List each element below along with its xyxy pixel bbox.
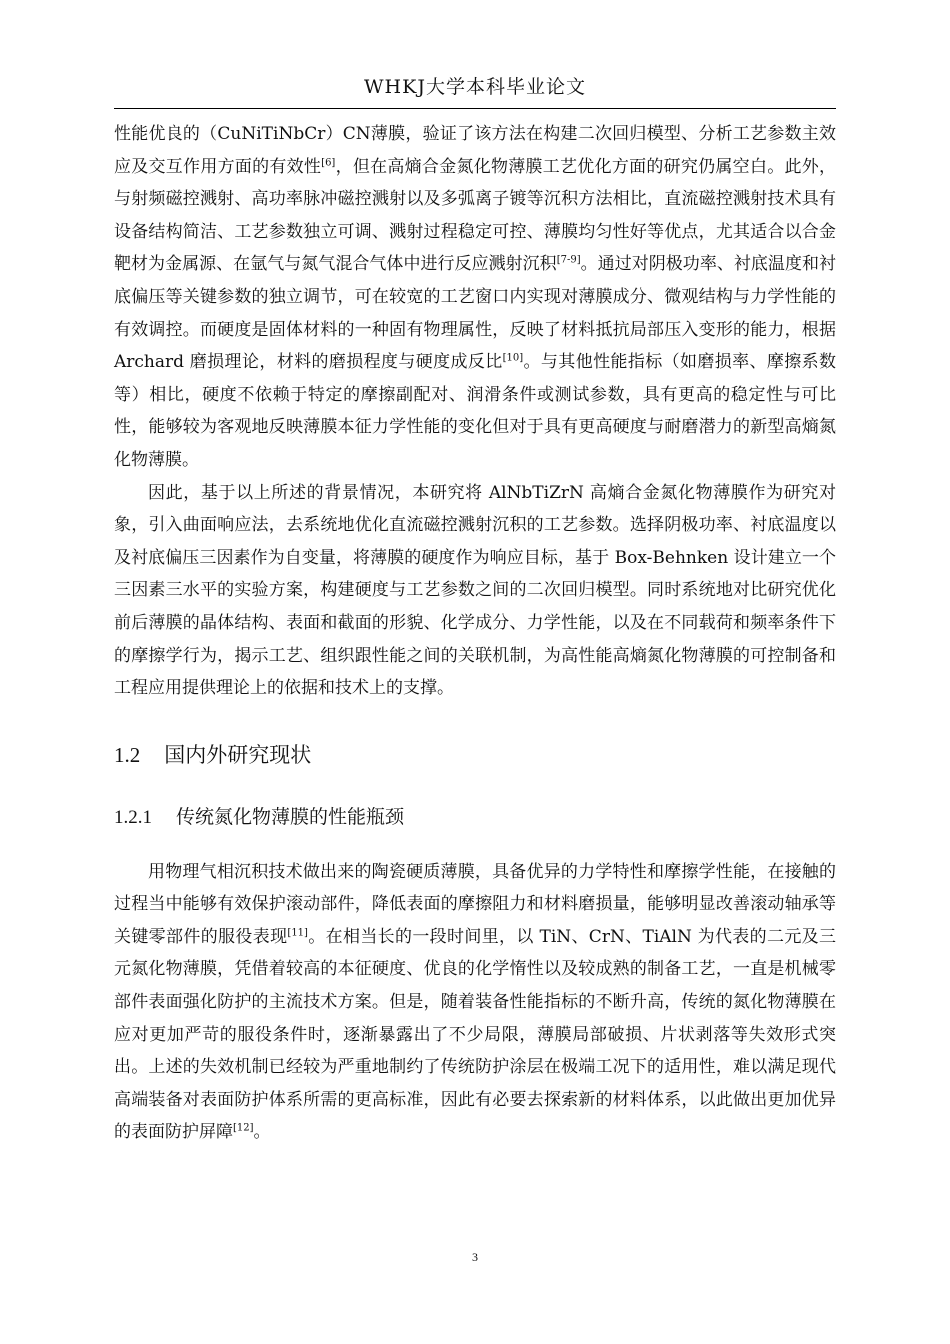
paragraph-1-text-b: ，但在高熵合金氮化物薄膜工艺优化方面的研究仍属空白。此外，与射频磁控溅射、高功率脉冲磁控溅射以及多弧离子镀等沉积方法相比，直流磁控溅射技术具有设备结构简洁、工艺参数独立可调、溅射过程稳定可控、薄膜均匀性好等优点，尤其适合以合金靶材为金属源、在氩气与氮气混合气体中进行反应溅射沉积 (114, 156, 837, 275)
citation-11: [11] (287, 927, 308, 939)
page-number: 3 (472, 1250, 478, 1264)
header-rule (114, 108, 836, 109)
section-number: 1.2 (114, 742, 141, 767)
subsection-title: 传统氮化物薄膜的性能瓶颈 (176, 805, 405, 828)
section-heading-1-2 (114, 735, 836, 775)
subsection-number: 1.2.1 (114, 806, 152, 828)
paragraph-1 (114, 118, 836, 477)
paragraph-1-text-d: 。与其他性能指标（如磨损率、摩擦系数等）相比，硬度不依赖于特定的摩擦副配对、润滑条件或测试参数，具有更高的稳定性与可比性，能够较为客观地反映薄膜本征力学性能的变化但对于具有更高硬度与耐磨潜力的新型高熵氮化物薄膜。 (114, 352, 837, 470)
paragraph-2: 因此，基于以上所述的背景情况，本研究将 AlNbTiZrN 高熵合金氮化物薄膜作为研究对象，引入曲面响应法，去系统地优化直流磁控溅射沉积的工艺参数。选择阴极功率、衬底温度以及衬底偏压三因素作为自变量，将薄膜的硬度作为响应目标，基于 Box-Behnken 设计建立一个三因素三水平的实验方案，构建硬度与工艺参数之间的二次回归模型。同时系统地对比研究优化前后薄膜的晶体结构、表面和截面的形貌、化学成分、力学性能，以及在不同载荷和频率条件下的摩擦学行为，揭示工艺、组织跟性能之间的关联机制，为高性能高熵氮化物薄膜的可控制备和工程应用提供理论上的依据和技术上的支撑。 (114, 482, 836, 699)
paragraph-3 (114, 856, 836, 1149)
paragraph-1-text-c: 。通过对阴极功率、衬底温度和衬底偏压等关键参数的独立调节，可在较宽的工艺窗口内实现对薄膜成分、微观结构与力学性能的有效调控。而硬度是固体材料的一种固有物理属性，反映了材料抵抗局部压入变形的能力，根据 Archard 磨损理论，材料的磨损程度与硬度成反比 (114, 254, 837, 373)
citation-10: [10] (502, 352, 524, 364)
paragraph-3-text-b: 。在相当长的一段时间里，以 TiN、CrN、TiAlN 为代表的二元及三元氮化物薄膜，凭借着较高的本征硬度、优良的化学惰性以及较成熟的制备工艺，一直是机械零部件表面强化防护的主流技术方案。但是，随着装备性能指标的不断升高，传统的氮化物薄膜在应对更加严苛的服役条件时，逐渐暴露出了不少局限，薄膜局部破损、片状剥落等失效形式突出。上述的失效机制已经较为严重地制约了传统防护涂层在极端工况下的适用性，难以满足现代高端装备对表面防护体系所需的更高标准，因此有必要去探索新的材料体系，以此做出更加优异的表面防护屏障 (114, 926, 836, 1143)
paragraph-1-text-a: 性能优良的（CuNiTiNbCr）CN薄膜，验证了该方法在构建二次回归模型、分析工艺参数主效应及交互作用方面的有效性 (114, 124, 836, 177)
subsection-heading-1-2-1 (114, 799, 836, 836)
paragraph-3-text-a: 用物理气相沉积技术做出来的陶瓷硬质薄膜，具备优异的力学特性和摩擦学性能，在接触的过程当中能够有效保护滚动部件，降低表面的摩擦阻力和材料磨损量，能够明显改善滚动轴承等关键零部件的服役表现 (114, 861, 836, 947)
section-title: 国内外研究现状 (164, 742, 312, 767)
citation-7-9: [7-9] (556, 254, 581, 266)
paragraph-3-text-c: 。 (253, 1122, 271, 1143)
citation-6: [6] (321, 156, 336, 168)
page-header: WHKJ大学本科毕业论文 (364, 76, 586, 98)
page-body (114, 118, 836, 1149)
citation-12: [12] (233, 1122, 254, 1134)
